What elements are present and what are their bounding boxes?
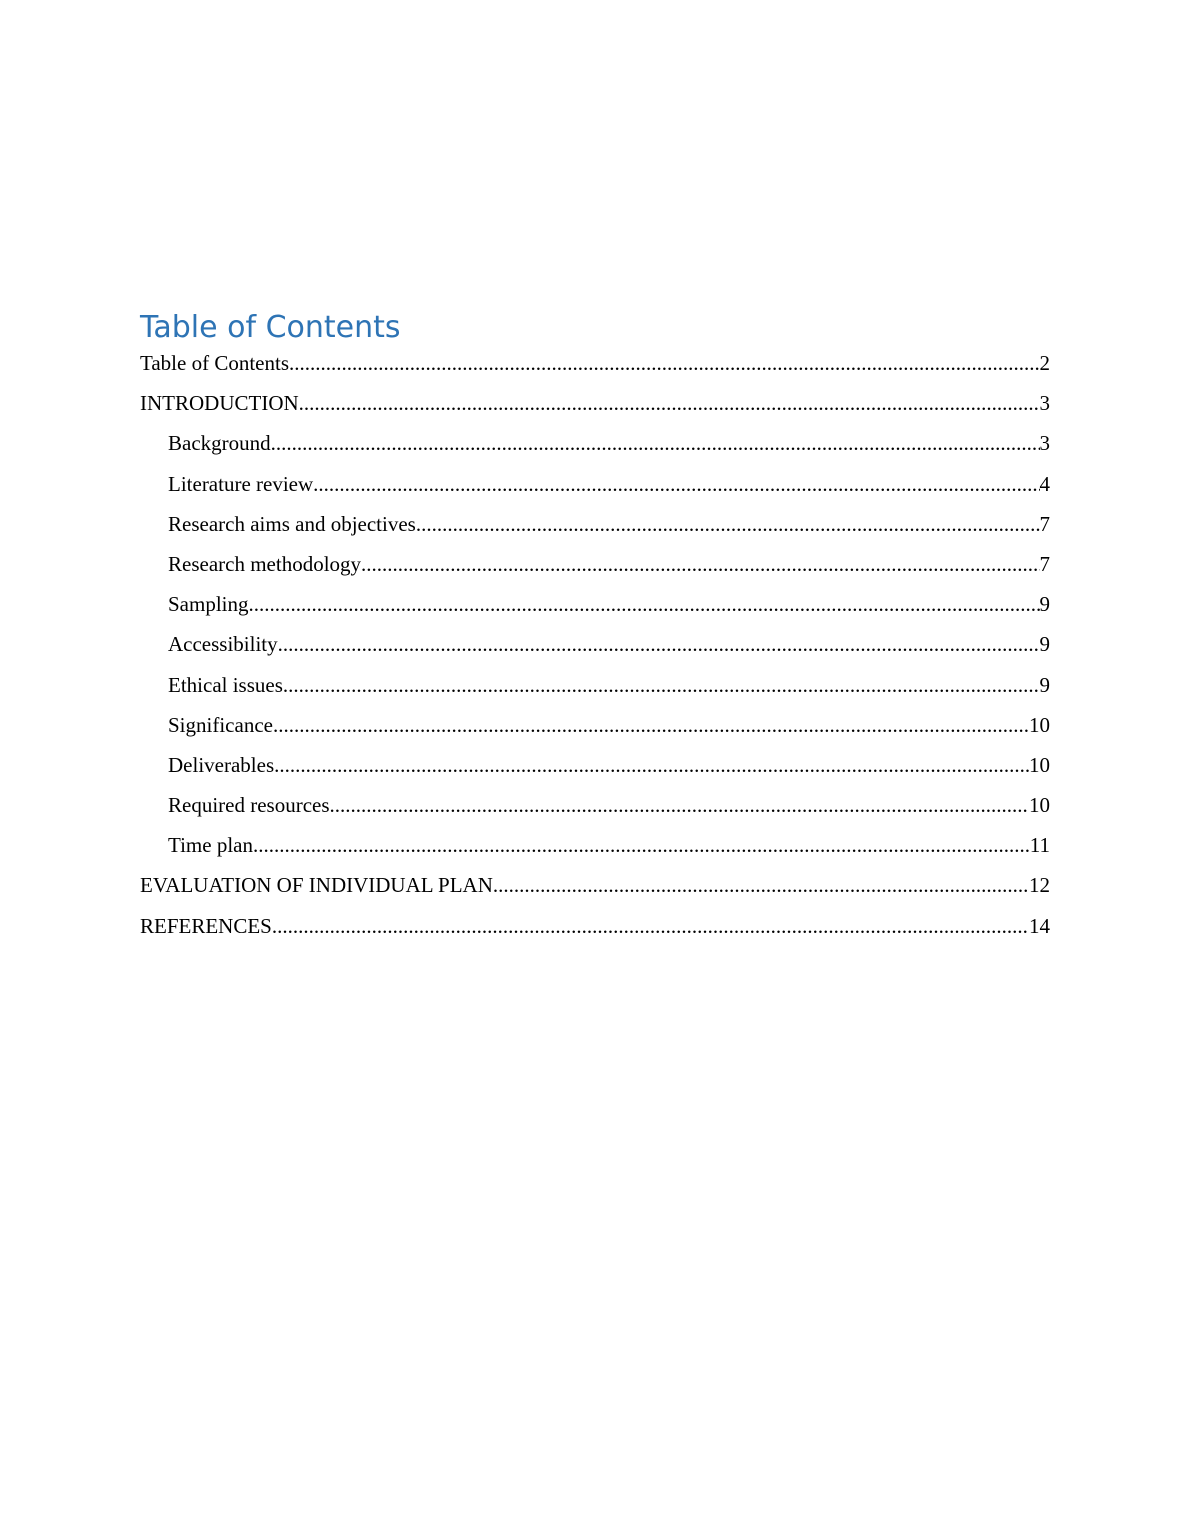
toc-entry-page: 9 — [1039, 632, 1050, 657]
toc-entry-time-plan[interactable] — [140, 825, 1050, 865]
toc-entry-page: 11 — [1029, 833, 1050, 858]
toc-entry-evaluation[interactable] — [140, 865, 1050, 905]
toc-entry-page: 4 — [1039, 471, 1050, 496]
toc-entry-label: Time plan — [168, 833, 253, 858]
toc-dot-leader — [272, 906, 1029, 946]
toc-dot-leader — [299, 383, 1040, 423]
toc-entry-page: 9 — [1039, 592, 1050, 617]
toc-entry-page: 10 — [1029, 752, 1050, 777]
toc-dot-leader — [273, 705, 1029, 745]
toc-dot-leader — [361, 544, 1039, 584]
toc-heading: Table of Contents — [140, 310, 401, 345]
toc-entry-label: Required resources — [168, 793, 330, 818]
toc-dot-leader — [253, 825, 1030, 865]
toc-entry-table-of-contents[interactable] — [140, 343, 1050, 383]
toc-entry-label: Background — [168, 431, 271, 456]
toc-entry-sampling[interactable] — [140, 584, 1050, 624]
toc-dot-leader — [249, 584, 1040, 624]
toc-dot-leader — [330, 785, 1029, 825]
toc-dot-leader — [271, 423, 1040, 463]
toc-entry-label: Deliverables — [168, 752, 275, 777]
toc-dot-leader — [274, 745, 1029, 785]
toc-entry-page: 2 — [1039, 351, 1050, 375]
toc-entry-label: Sampling — [168, 592, 249, 617]
toc-entry-required-resources[interactable] — [140, 785, 1050, 825]
toc-entry-accessibility[interactable] — [140, 624, 1050, 664]
toc-entry-page: 7 — [1039, 511, 1050, 536]
toc-dot-leader — [278, 624, 1040, 664]
toc-entry-label: REFERENCES — [140, 913, 272, 938]
toc-entry-significance[interactable] — [140, 705, 1050, 745]
toc-dot-leader — [493, 865, 1029, 905]
toc-entry-research-methodology[interactable] — [140, 544, 1050, 584]
toc-entry-label: Research aims and objectives — [168, 511, 416, 536]
toc-entry-label: EVALUATION OF INDIVIDUAL PLAN — [140, 873, 493, 898]
toc-dot-leader — [289, 343, 1040, 383]
toc-entry-ethical-issues[interactable] — [140, 665, 1050, 705]
toc-dot-leader — [313, 464, 1039, 504]
toc-entry-label: Table of Contents — [140, 351, 289, 375]
toc-dot-leader — [283, 665, 1040, 705]
toc-entry-label: Significance — [168, 712, 273, 737]
toc-entry-label: Research methodology — [168, 551, 362, 576]
toc-entry-page: 10 — [1029, 712, 1050, 737]
toc-entry-label: INTRODUCTION — [140, 391, 299, 416]
toc-entry-label: Ethical issues — [168, 672, 283, 697]
toc-entry-page: 12 — [1029, 873, 1050, 898]
toc-list — [140, 343, 1050, 946]
toc-entry-references[interactable] — [140, 906, 1050, 946]
toc-entry-page: 7 — [1039, 551, 1050, 576]
toc-entry-page: 3 — [1039, 431, 1050, 456]
toc-entry-introduction[interactable] — [140, 383, 1050, 423]
toc-entry-page: 9 — [1039, 672, 1050, 697]
toc-entry-label: Literature review — [168, 471, 314, 496]
toc-entry-research-aims[interactable] — [140, 504, 1050, 544]
toc-entry-page: 10 — [1029, 793, 1050, 818]
toc-dot-leader — [416, 504, 1040, 544]
toc-entry-label: Accessibility — [168, 632, 278, 657]
toc-entry-page: 14 — [1029, 913, 1050, 938]
toc-entry-literature-review[interactable] — [140, 464, 1050, 504]
toc-entry-page: 3 — [1039, 391, 1050, 416]
toc-entry-deliverables[interactable] — [140, 745, 1050, 785]
toc-entry-background[interactable] — [140, 423, 1050, 463]
